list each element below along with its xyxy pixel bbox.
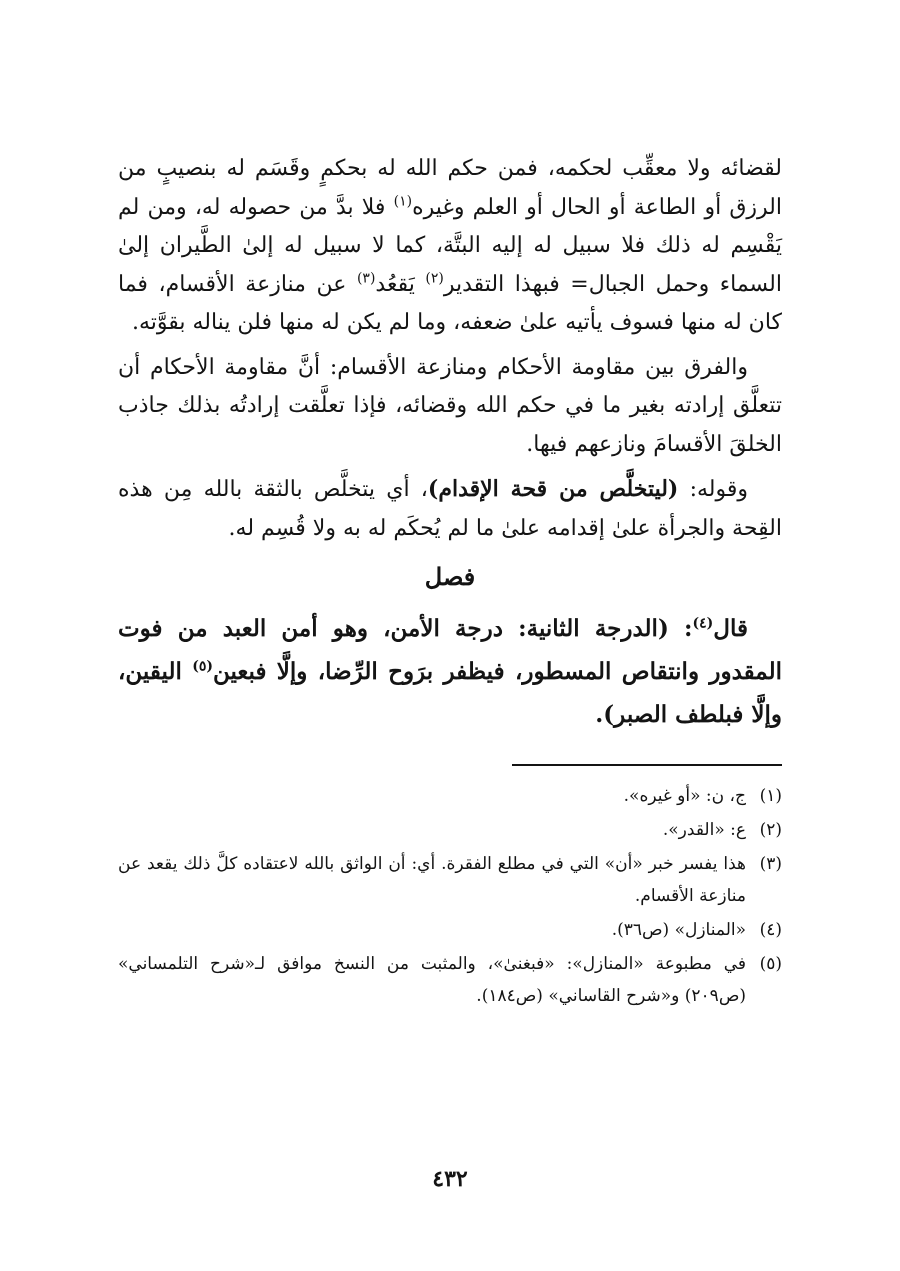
footnote-number: (٥) <box>759 954 782 974</box>
footnote-text: ع: «القدر». <box>662 820 746 840</box>
footnote-ref-2[interactable]: (٢) <box>425 270 444 287</box>
paragraph-4-text-c: اليقين، وإلَّا فبلطف الصبر). <box>118 658 782 728</box>
paragraph-3 <box>118 470 782 548</box>
paragraph-1-text-a: لقضائه ولا معقِّب لحكمه، فمن حكم الله له بحكمٍ وقَسَم له بنصيبٍ من الرزق أو الطاعة أو الحال أو العلم وغيره <box>118 156 782 220</box>
footnote-ref-4[interactable]: (٤) <box>692 615 714 632</box>
footnote-text: «المنازل» (ص٣٦). <box>611 920 746 940</box>
footnote-text: في مطبوعة «المنازل»: «فبغنىٰ»، والمثبت من النسخ موافق لـ«شرح التلمساني» (ص٢٠٩) و«شرح القاساني» (ص١٨٤). <box>118 954 746 1006</box>
footnote-ref-1[interactable]: (١) <box>393 193 413 210</box>
paragraph-1-text-c: يَقعُد <box>375 271 426 297</box>
paragraph-3-text-b: ، أي يتخلَّص بالثقة بالله مِن هذه القِحة والجرأة علىٰ إقدامه علىٰ ما لم يُحكَم له به ولا قُسِم له. <box>118 477 782 541</box>
footnote-1 <box>118 780 782 812</box>
page-number: ٤٣٢ <box>432 1166 468 1192</box>
footnote-number: (٣) <box>759 854 782 874</box>
section-title: فصل <box>424 562 476 591</box>
footnote-2 <box>118 814 782 846</box>
footnote-text: هذا يفسر خبر «أن» التي في مطلع الفقرة. أي: أن الواثق بالله لاعتقاده كلَّ ذلك يقعد عن منازعة الأقسام. <box>118 854 746 906</box>
footnote-number: (٢) <box>759 820 782 840</box>
footnote-divider <box>512 764 782 766</box>
footnote-4 <box>118 914 782 946</box>
footnote-ref-5[interactable]: (٥) <box>192 658 213 675</box>
footnote-text: ج، ن: «أو غيره». <box>623 786 746 806</box>
footnote-5 <box>118 948 782 1012</box>
paragraph-4-quote <box>118 607 782 736</box>
footnotes <box>118 780 782 1012</box>
paragraph-1 <box>118 150 782 343</box>
page-content <box>118 150 782 1014</box>
quoted-phrase: (ليتخلَّص من قحة الإقدام) <box>427 476 679 502</box>
paragraph-3-text-a: وقوله: <box>678 477 748 502</box>
footnote-number: (١) <box>759 786 782 806</box>
footnote-3 <box>118 848 782 912</box>
paragraph-1-text-d: عن منازعة الأقسام، فما كان له منها فسوف يأتيه علىٰ ضعفه، وما لم يكن له منها فلن يناله بقوَّته. <box>118 271 782 335</box>
paragraph-4-text-a: قال <box>713 615 748 642</box>
footnote-ref-3[interactable]: (٣) <box>356 270 376 287</box>
paragraph-2: والفرق بين مقاومة الأحكام ومنازعة الأقسام: أنَّ مقاومة الأحكام أن تتعلَّق إرادته بغير ما في حكم الله وقضائه، فإذا تعلَّقت إرادتُه بذلك جاذب الخلقَ الأقسامَ ونازعهم فيها. <box>118 354 782 457</box>
paragraph-1-text-b: فلا بدَّ من حصوله له، ومن لم يَقْسِم له ذلك فلا سبيل له إليه البتَّة، كما لا سبيل له إلىٰ الطَّيران إلىٰ السماء وحمل الجبال= فبهذا التقدير <box>118 194 782 297</box>
paragraph-4-text-b: : (الدرجة الثانية: درجة الأمن، وهو أمن العبد من فوت المقدور وانتقاص المسطور، فيظفر برَوح الرِّضا، وإلَّا فبعين <box>118 615 783 685</box>
footnote-number: (٤) <box>759 920 782 940</box>
